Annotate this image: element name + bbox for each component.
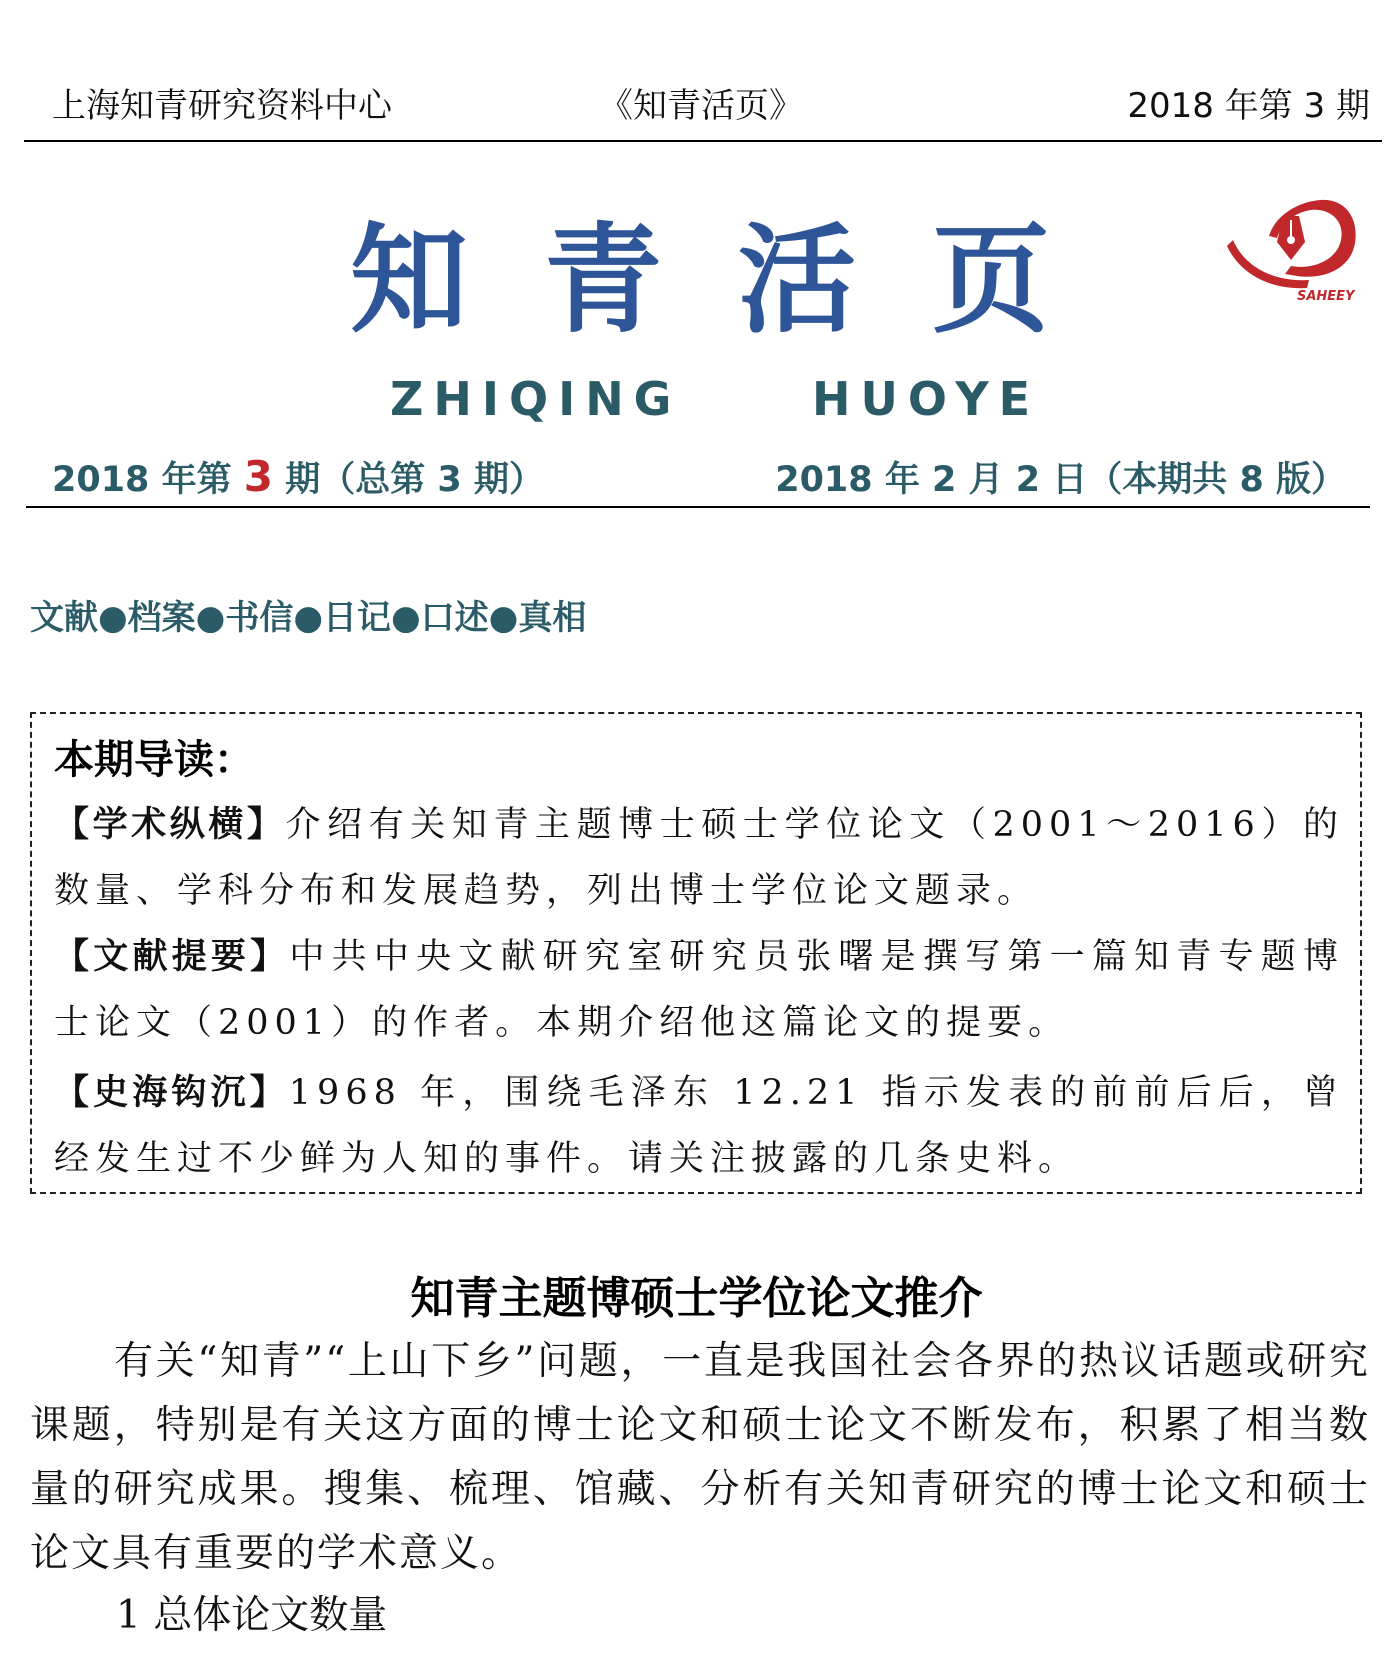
guide-item (54, 924, 1344, 1056)
masthead-char: 活 (737, 211, 856, 349)
guide-item (54, 1060, 1344, 1192)
pen-nib-logo-icon (1225, 188, 1360, 313)
running-header (24, 74, 1382, 142)
issue-prefix: 2018 年第 (52, 460, 244, 500)
guide-item (54, 792, 1344, 924)
logo-text: SAHEEY (1297, 289, 1355, 304)
guide-item-tag: 【史海钩沉】 (54, 1072, 289, 1113)
masthead-title (350, 205, 1050, 349)
issue-date: 2018 年 2 月 2 日（本期共 8 版） (775, 460, 1346, 500)
guide-item-tag: 【文献提要】 (54, 936, 290, 977)
masthead-char: 知 (350, 211, 469, 349)
article-title: 知青主题博硕士学位论文推介 (410, 1273, 983, 1324)
masthead-pinyin-huoye: HUOYE (812, 372, 1041, 426)
issue-number (52, 452, 544, 502)
category-tagline: 文献●档案●书信●日记●口述●真相 (30, 598, 587, 638)
article-body: 有关“知青”“上山下乡”问题，一直是我国社会各界的热议话题或研究课题，特别是有关这方面的博士论文和硕士论文不断发布，积累了相当数量的研究成果。搜集、梳理、馆藏、分析有关知青研究的博士论文和硕士论文具有重要的学术意义。 (30, 1339, 1370, 1576)
masthead-pinyin-zhiqing: ZHIQING (390, 372, 682, 426)
issue-line (26, 448, 1370, 508)
issue-suffix: 期（总第 3 期） (273, 460, 544, 500)
header-issue: 2018 年第 3 期 (1127, 86, 1370, 126)
section-heading: 1 总体论文数量 (116, 1593, 388, 1638)
header-publisher: 上海知青研究资料中心 (52, 86, 392, 126)
guide-item-text: 1968 年，围绕毛泽东 12.21 指示发表的前前后后，曾经发生过不少鲜为人知的事件。请关注披露的几条史料。 (54, 1073, 1344, 1179)
guide-item-tag: 【学术纵横】 (54, 804, 286, 845)
guide-title: 本期导读： (54, 737, 254, 783)
guide-item-text: 中共中央文献研究室研究员张曙是撰写第一篇知青专题博士论文（2001）的作者。本期介绍他这篇论文的提要。 (54, 937, 1344, 1043)
masthead-char: 青 (543, 211, 662, 349)
guide-item-text: 介绍有关知青主题博士硕士学位论文（2001～2016）的数量、学科分布和发展趋势，列出博士学位论文题录。 (54, 805, 1344, 911)
header-publication: 《知青活页》 (599, 86, 803, 126)
issue-number-highlight: 3 (243, 452, 274, 501)
masthead-char: 页 (931, 211, 1050, 349)
issue-guide-box (30, 712, 1362, 1194)
